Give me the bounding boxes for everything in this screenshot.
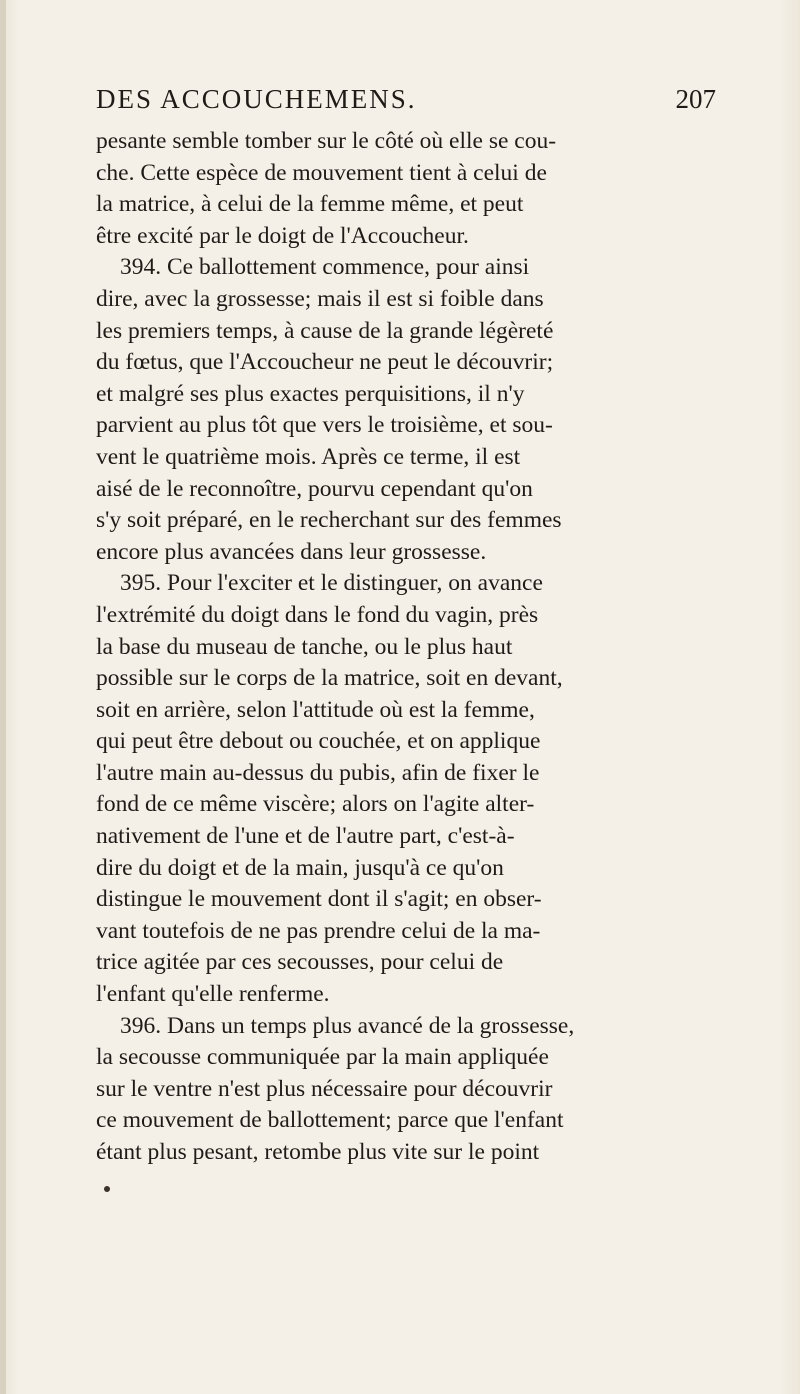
text-line: du fœtus, que l'Accoucheur ne peut le découvrir; [96, 349, 554, 376]
text-line: l'extrémité du doigt dans le fond du vagin, près [96, 601, 539, 628]
text-line: étant plus pesant, retombe plus vite sur le point [96, 1139, 540, 1165]
text-line: sur le ventre n'est plus nécessaire pour découvrir [96, 1075, 553, 1102]
text-line: l'autre main au-dessus du pubis, afin de fixer le [96, 759, 540, 786]
text-line: la secousse communiquée par la main appliquée [96, 1044, 549, 1071]
text-line: possible sur le corps de la matrice, soit en devant, [96, 665, 563, 692]
text-line: soit en arrière, selon l'attitude où est la femme, [96, 696, 535, 723]
text-line: dire, avec la grossesse; mais il est si foible dans [96, 285, 544, 312]
body-text [96, 126, 706, 1169]
running-title: DES ACCOUCHEMENS. [96, 84, 417, 114]
text-line: encore plus avancées dans leur grossesse. [96, 538, 487, 565]
text-line: ce mouvement de ballottement; parce que l'enfant [96, 1107, 564, 1134]
text-line: che. Cette espèce de mouvement tient à celui de [96, 159, 547, 186]
page-number: 207 [675, 84, 716, 114]
text-line: distingue le mouvement dont il s'agit; en obser- [96, 886, 542, 913]
text-line: vent le quatrième mois. Après ce terme, il est [96, 443, 521, 470]
text-line: qui peut être debout ou couchée, et on applique [96, 728, 541, 755]
text-line: la matrice, à celui de la femme même, et peut [96, 191, 524, 218]
paragraph-396 [96, 1011, 706, 1169]
paragraph-394 [96, 252, 706, 568]
paragraph-395 [96, 568, 706, 1010]
paragraph-continuation [96, 126, 706, 252]
text-line: pesante semble tomber sur le côté où elle se cou- [96, 128, 557, 154]
page-header [96, 84, 716, 124]
ink-spot [104, 1186, 110, 1192]
text-line: 396. Dans un temps plus avancé de la grossesse, [120, 1012, 575, 1039]
text-line: être excité par le doigt de l'Accoucheur. [96, 222, 469, 249]
text-line: parvient au plus tôt que vers le troisième, et sou- [96, 412, 553, 439]
text-line: les premiers temps, à cause de la grande légèreté [96, 317, 554, 344]
text-line: la base du museau de tanche, ou le plus haut [96, 633, 513, 660]
text-line: l'enfant qu'elle renferme. [96, 981, 330, 1008]
text-line: trice agitée par ces secousses, pour celui de [96, 949, 504, 976]
text-line: nativement de l'une et de l'autre part, c'est-à- [96, 823, 515, 850]
text-line: et malgré ses plus exactes perquisitions, il n'y [96, 380, 525, 407]
text-line: 394. Ce ballottement commence, pour ainsi [120, 254, 530, 281]
text-line: s'y soit préparé, en le recherchant sur des femmes [96, 507, 562, 534]
text-line: fond de ce même viscère; alors on l'agite alter- [96, 791, 535, 818]
text-line: vant toutefois de ne pas prendre celui de la ma- [96, 917, 541, 944]
text-line: 395. Pour l'exciter et le distinguer, on avance [120, 570, 543, 597]
page-spine-shadow [0, 0, 6, 1394]
text-line: aisé de le reconnoître, pourvu cependant qu'on [96, 475, 533, 502]
text-line: dire du doigt et de la main, jusqu'à ce qu'on [96, 854, 504, 881]
